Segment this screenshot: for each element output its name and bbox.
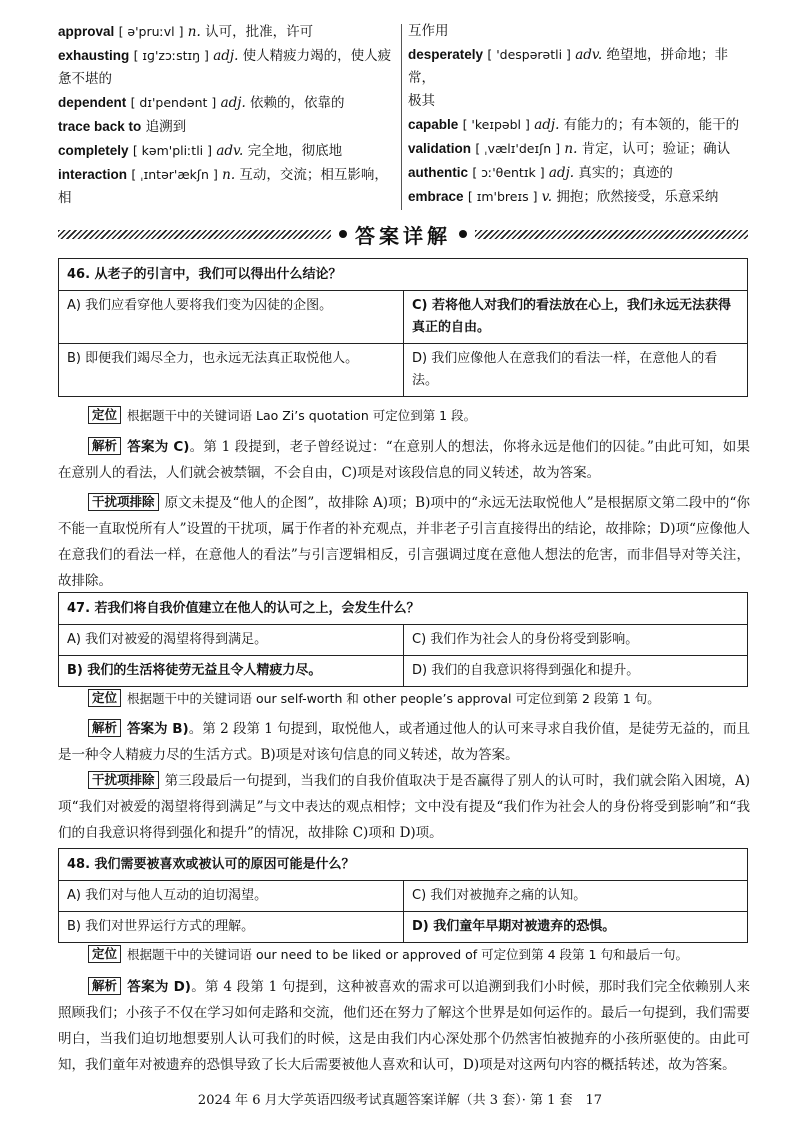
hatch-divider <box>58 230 331 239</box>
vocab-entry: 极其 <box>408 93 435 109</box>
option-row <box>59 344 747 396</box>
answer-label: 答案为 D) <box>127 979 191 995</box>
analysis-tag: 解析 <box>88 977 121 995</box>
distractor-tag: 干扰项排除 <box>88 771 159 789</box>
analysis-paragraph: 解析 答案为 C)。第 1 段提到，老子曾经说过：“在意别人的想法，你将永远是他们的囚徒。”由此可知，如果在意别人的看法，人们就会被禁锢，不会自由，C)项是对该段信息的同义转述，故为答案。 <box>58 438 750 481</box>
vocab-entry: 互作用 <box>408 23 449 39</box>
analysis-tag: 解析 <box>88 437 121 455</box>
vocab-entry: desperately [ 'despərətli ] adv. 绝望地，拼命地；非常， <box>408 47 729 86</box>
question-46-table <box>58 258 748 397</box>
vocab-entry: embrace [ ɪm'breɪs ] v. 拥抱；欣然接受，乐意采纳 <box>408 189 719 205</box>
distractor-paragraph: 干扰项排除 第三段最后一句提到，当我们的自我价值取决于是否赢得了别人的认可时，我们就会陷入困境，A)项“我们对被爱的渴望将得到满足”与文中表达的观点相悖；文中没有提及“我们作为社会人的身份将受到影响”和“我们的自我意识将得到强化和提升”的情况，故排除 C)项和 D)项。 <box>58 772 750 841</box>
analysis-paragraph: 解析 答案为 B)。第 2 段第 1 句提到，取悦他人，或者通过他人的认可来寻求自我价值，是徒劳无益的，而且是一种令人精疲力尽的生活方式。B)项是对该句信息的同义转述，故为答案。 <box>58 720 750 763</box>
vocabulary-list <box>58 20 748 212</box>
bullet-icon <box>459 230 467 238</box>
locate-tag: 定位 <box>88 689 121 707</box>
option-c: C) 若将他人对我们的看法放在心上，我们永远无法获得真正的自由。 <box>412 298 732 335</box>
option-c: C) 我们对被抛弃之痛的认知。 <box>412 888 587 903</box>
locate-paragraph: 定位 根据题干中的关键词语 our need to be liked or approved of 可定位到第 4 段第 1 句和最后一句。 <box>58 942 750 968</box>
vocab-entry: completely [ kəm'pliːtli ] adv. 完全地，彻底地 <box>58 143 343 159</box>
option-c: C) 我们作为社会人的身份将受到影响。 <box>412 632 639 647</box>
bullet-icon <box>339 230 347 238</box>
option-row <box>59 912 747 942</box>
option-row <box>59 291 747 344</box>
section-banner <box>58 221 748 247</box>
distractor-paragraph: 干扰项排除 原文未提及“他人的企图”，故排除 A)项；B)项中的“永远无法取悦他人”是根据原文第二段中的“你不能一直取悦所有人”设置的干扰项，属于作者的补充观点，并非老子引言直接得出的结论，故排除；D)项“应像他人在意我们的看法一样，在意他人的看法”与引言逻辑相反，引言强调过度在意他人想法的危害，而非倡导对等关注，故排除。 <box>58 494 750 589</box>
option-row <box>59 625 747 656</box>
question-stem: 46. 从老子的引言中，我们可以得出什么结论？ <box>59 259 747 291</box>
option-b: B) 我们对世界运行方式的理解。 <box>59 912 404 942</box>
option-row <box>59 656 747 686</box>
option-a: A) 我们对被爱的渴望将得到满足。 <box>59 625 404 655</box>
locate-tag: 定位 <box>88 945 121 963</box>
page-footer: 2024 年 6 月大学英语四级考试真题答案详解（共 3 套）· 第 1 套 17 <box>197 1093 603 1108</box>
distractor-tag: 干扰项排除 <box>88 493 159 511</box>
locate-paragraph: 定位 根据题干中的关键词语 our self-worth 和 other people’s approval 可定位到第 2 段第 1 句。 <box>58 686 750 712</box>
answer-label: 答案为 B) <box>127 721 189 737</box>
vocab-entry: exhausting [ ɪɡ'zɔːstɪŋ ] adj. 使人精疲力竭的，使人疲 <box>58 48 392 64</box>
section-title: 答案详解 <box>355 223 451 248</box>
column-divider <box>401 24 402 210</box>
answer-label: 答案为 C) <box>127 439 190 455</box>
vocab-entry: validation [ ˌvælɪ'deɪʃn ] n. 肯定，认可；验证；确认 <box>408 141 731 157</box>
option-a: A) 我们对与他人互动的迫切渴望。 <box>59 881 404 911</box>
option-row <box>59 881 747 912</box>
question-48-table <box>58 848 748 943</box>
analysis-paragraph: 解析 答案为 D)。第 4 段第 1 句提到，这种被喜欢的需求可以追溯到我们小时候，那时我们完全依赖别人来照顾我们；小孩子不仅在学习如何走路和交流，他们还在努力了解这个世界是如何运作的。最后一句提到，我们需要明白，当我们迫切地想要别人认可我们的时候，这是由我们内心深处那个仍然害怕被抛弃的小孩所驱使的。由此可知，我们童年对被遗弃的恐惧导致了长大后需要被他人喜欢和认可，D)项是对这两句内容的概括转述，故为答案。 <box>58 978 750 1073</box>
question-47-table <box>58 592 748 687</box>
vocab-entry: capable [ 'keɪpəbl ] adj. 有能力的；有本领的，能干的 <box>408 117 740 133</box>
locate-tag: 定位 <box>88 406 121 424</box>
option-d: D) 我们应像他人在意我们的看法一样，在意他人的看法。 <box>412 351 718 388</box>
vocab-entry: interaction [ ˌɪntər'ækʃn ] n. 互动，交流；相互影响，相 <box>58 167 388 206</box>
vocab-entry: trace back to 追溯到 <box>58 119 187 135</box>
option-b: B) 我们的生活将徒劳无益且令人精疲力尽。 <box>59 656 404 686</box>
option-b: B) 即便我们竭尽全力，也永远无法真正取悦他人。 <box>59 344 404 396</box>
question-stem: 47. 若我们将自我价值建立在他人的认可之上，会发生什么？ <box>59 593 747 625</box>
vocab-entry: dependent [ dɪ'pendənt ] adj. 依赖的，依靠的 <box>58 95 345 111</box>
vocab-entry: 惫不堪的 <box>58 71 112 87</box>
option-a: A) 我们应看穿他人要将我们变为囚徒的企图。 <box>59 291 404 343</box>
question-stem: 48. 我们需要被喜欢或被认可的原因可能是什么？ <box>59 849 747 881</box>
option-d: D) 我们童年早期对被遗弃的恐惧。 <box>412 919 616 934</box>
vocab-column-left <box>58 20 398 210</box>
vocab-entry: approval [ ə'pruːvl ] n. 认可，批准，许可 <box>58 24 314 40</box>
option-d: D) 我们的自我意识将得到强化和提升。 <box>412 663 640 678</box>
hatch-divider <box>475 230 748 239</box>
vocab-column-right <box>408 20 748 209</box>
locate-paragraph: 定位 根据题干中的关键词语 Lao Zi’s quotation 可定位到第 1 段。 <box>58 403 750 429</box>
vocab-entry: authentic [ ɔː'θentɪk ] adj. 真实的；真迹的 <box>408 165 673 181</box>
analysis-tag: 解析 <box>88 719 121 737</box>
